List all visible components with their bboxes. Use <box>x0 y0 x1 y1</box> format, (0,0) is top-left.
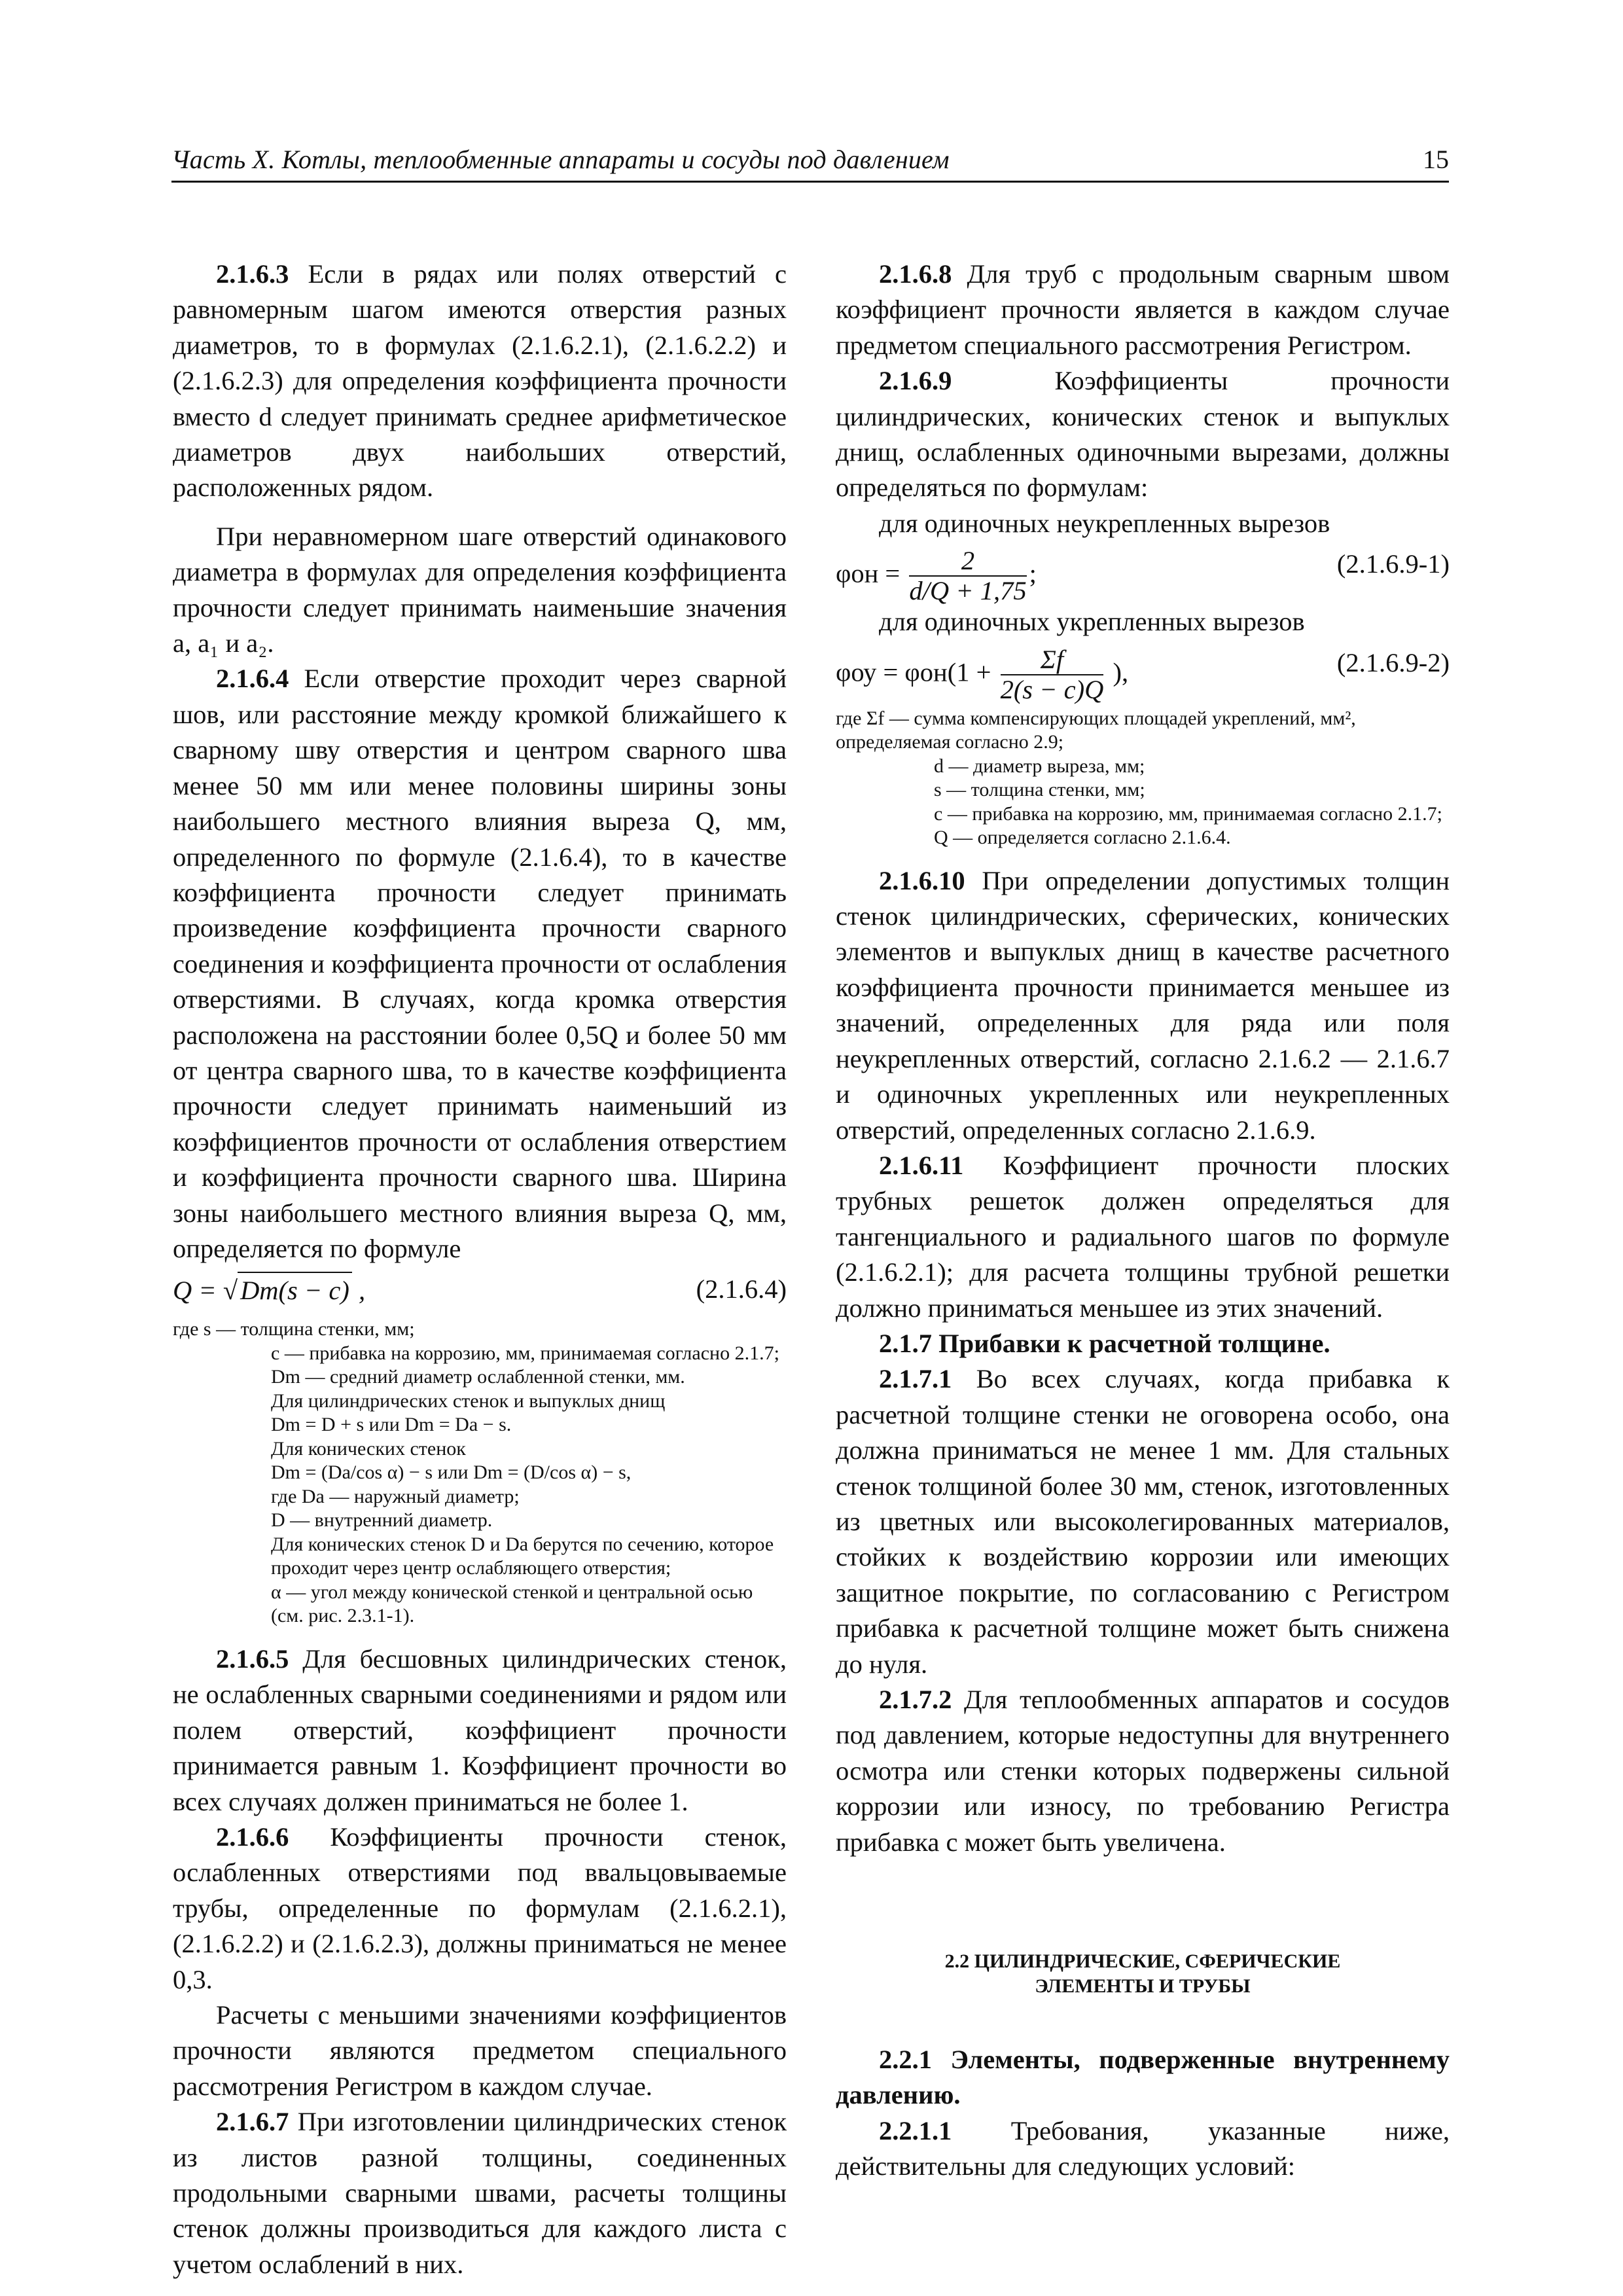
paragraph-2-1-6-10 <box>836 863 1450 1148</box>
section-title-line-1: 2.2 ЦИЛИНДРИЧЕСКИЕ, СФЕРИЧЕСКИЕ <box>944 1950 1341 1973</box>
legend-item: d — диаметр выреза, мм; <box>934 755 1145 777</box>
paragraph-2-1-6-8 <box>836 257 1450 363</box>
clause-number: 2.1.7.2 <box>879 1685 952 1714</box>
paragraph-2-1-6-4 <box>173 661 787 1266</box>
clause-number: 2.1.6.8 <box>879 259 952 289</box>
paragraph-text: Если отверстие проходит через сварной шов, или расстояние между кромкой ближайшего к сварному шву отверстия и центром сварного шва менее 50 мм или менее половины ширины зоны наибольшего местного влияния выреза Q, мм, определенного по формуле (2.1.6.4), то в качестве коэффициента прочности следует принимать произведение коэффициента прочности сварного соединения и коэффициента прочности от ослабления отверстиями. В случаях, когда кромка отверстия расположена на расстоянии более 0,5Q и более 50 мм от центра сварного шва, то в качестве коэффициента прочности следует принимать наименьший из коэффициентов прочности от ослабления отверстием и коэффициента прочности сварного шва. Ширина зоны наибольшего местного влияния выреза Q, мм, определяется по формуле <box>173 664 787 1263</box>
header-rule <box>171 181 1449 183</box>
paragraph-text: Коэффициент прочности плоских трубных решеток должен определяться для тангенциального и радиального шагов по формуле (2.1.6.2.1); для расчета толщины трубной решетки должно приниматься меньшее из этих значений. <box>836 1150 1450 1323</box>
formula-expression: Q = √Dm(s − c) , <box>173 1272 365 1308</box>
paragraph-2-1-6-7 <box>173 2104 787 2282</box>
paragraph-text: Для теплообменных аппаратов и сосудов под давлением, которые недоступны для внутреннего осмотра или стенки которых подвержены сильной коррозии или износу, по требованию Регистра прибавка c может быть увеличена. <box>836 1685 1450 1857</box>
clause-number: 2.1.6.9 <box>879 366 952 396</box>
clause-number: 2.1.6.6 <box>216 1821 289 1852</box>
legend-item: Для цилиндрических стенок и выпуклых днищ <box>271 1390 666 1412</box>
clause-number: 2.1.6.10 <box>879 865 965 895</box>
legend-item: α — угол между конической стенкой и центральной осью (см. рис. 2.3.1-1). <box>271 1581 753 1627</box>
paragraph-2-1-7-2 <box>836 1682 1450 1860</box>
subsection-heading-2-2-1: 2.2.1 Элементы, подверженные внутреннему давлению. <box>836 2045 1450 2110</box>
paragraph-text: Если в рядах или полях отверстий с равномерным шагом имеются отверстия разных диаметров, то в формулах (2.1.6.2.1), (2.1.6.2.2) и (2.1.6.2.3) для определения коэффициента прочности вместо d следует принимать среднее арифметическое диаметров двух наибольших отверстий, расположенных рядом. <box>173 259 787 503</box>
paragraph-text: Коэффициенты прочности цилиндрических, конических стенок и выпуклых днищ, ослабленных одиночными вырезами, должны определяться по формулам: <box>836 366 1450 503</box>
clause-number: 2.1.6.4 <box>216 664 289 694</box>
legend-item: где s — толщина стенки, мм; <box>173 1318 415 1340</box>
formula-expression: φоу = φон(1 + $\frac{\Sigma f}{2(s - c)Q}$ ), <box>836 644 1129 704</box>
left-column <box>173 257 787 2282</box>
right-column <box>836 257 1450 2185</box>
paragraph-unreinforced-label: для одиночных неукрепленных вырезов <box>879 508 1330 538</box>
page-number: 15 <box>1423 145 1449 174</box>
sqrt-argument: Dm(s − c) <box>238 1272 352 1308</box>
formula-expression: φон = $\frac{2}{d/Q + 1,75}$ ; <box>836 546 1037 606</box>
paragraph-text: Для труб с продольным сварным швом коэффициент прочности является в каждом случае предметом специального рассмотрения Регистром. <box>836 259 1450 360</box>
running-header <box>171 144 1449 178</box>
paragraph-2-1-6-5 <box>173 1641 787 1820</box>
clause-number: 2.2.1.1 <box>879 2115 952 2145</box>
paragraph-2-1-7-1 <box>836 1361 1450 1682</box>
formula-2-1-6-9-2 <box>836 640 1450 703</box>
paragraph-text: Во всех случаях, когда прибавка к расчетной толщине стенки не оговорена особо, она должна приниматься не менее 1 мм. Для стальных стенок толщиной более 30 мм, стенок, изготовленных из цветных или высоколегированных материалов, стойких к воздействию коррозии или имеющих защитное покрытие, по согласованию с Регистром прибавка к расчетной толщине может быть снижена до нуля. <box>836 1364 1450 1679</box>
clause-number: 2.1.6.7 <box>216 2107 289 2137</box>
paragraph-uneven-pitch: При неравномерном шаге отверстий одинакового диаметра в формулах для определения коэффициента прочности следует принимать наименьшие значения a, a₁ и a₂. <box>173 521 787 658</box>
paragraph-2-1-6-9 <box>836 363 1450 506</box>
legend-item: c — прибавка на коррозию, мм, принимаемая согласно 2.1.7; <box>934 802 1442 825</box>
clause-number: 2.1.6.3 <box>216 259 289 289</box>
paragraph-2-2-1-1 <box>836 2113 1450 2185</box>
paragraph-smaller-values: Расчеты с меньшими значениями коэффициентов прочности являются предметом специального рассмотрения Регистром в каждом случае. <box>173 2000 787 2101</box>
formula-number: (2.1.6.9-2) <box>1336 647 1450 677</box>
paragraph-2-1-6-6 <box>173 1820 787 1998</box>
section-title-line-2: ЭЛЕМЕНТЫ И ТРУБЫ <box>1035 1975 1251 1998</box>
paragraph-text: Требования, указанные ниже, действительны для следующих условий: <box>836 2115 1450 2181</box>
formula-number: (2.1.6.4) <box>696 1274 787 1304</box>
legend-item: где Σf — сумма компенсирующих площадей укреплений, мм², определяемая согласно 2.9; <box>836 707 1356 753</box>
section-title <box>836 1949 1450 1999</box>
legend-item: Для конических стенок D и Da берутся по сечению, которое проходит через центр ослабляющего отверстия; <box>271 1533 774 1579</box>
legend-item: Для конических стенок <box>271 1437 466 1460</box>
legend-item: Dm = D + s или Dm = Da − s. <box>271 1414 512 1436</box>
header-title: Часть X. Котлы, теплообменные аппараты и сосуды под давлением <box>171 145 950 174</box>
legend-item: где Da — наружный диаметр; <box>271 1485 520 1507</box>
legend-item: Q — определяется согласно 2.1.6.4. <box>934 827 1231 849</box>
paragraph-reinforced-label: для одиночных укрепленных вырезов <box>879 607 1305 637</box>
subsection-heading-2-1-7: 2.1.7 Прибавки к расчетной толщине. <box>879 1328 1330 1358</box>
formula-legend <box>836 707 1450 850</box>
legend-item: s — толщина стенки, мм; <box>934 779 1145 801</box>
paragraph-2-1-6-3 <box>173 257 787 506</box>
formula-number: (2.1.6.9-1) <box>1336 549 1450 579</box>
fraction: $\frac{\Sigma f}{2(s - c)Q}$ <box>1000 644 1104 704</box>
formula-legend <box>173 1318 787 1628</box>
legend-item: Dm — средний диаметр ослабленной стенки, мм. <box>271 1366 685 1388</box>
paragraph-2-1-6-11 <box>836 1148 1450 1326</box>
clause-number: 2.1.7.1 <box>879 1364 952 1394</box>
paragraph-text: Для бесшовных цилиндрических стенок, не ослабленных сварными соединениями и рядом или полем отверстий, коэффициент прочности принимается равным 1. Коэффициент прочности во всех случаях должен приниматься не более 1. <box>173 1643 787 1816</box>
paragraph-text: При определении допустимых толщин стенок цилиндрических, сферических, конических элементов и выпуклых днищ в качестве расчетного коэффициента прочности принимается меньшее из значений, определенных для ряда или поля неукрепленных отверстий, согласно 2.1.6.2 — 2.1.6.7 и одиночных укрепленных или неукрепленных отверстий, определенных согласно 2.1.6.9. <box>836 865 1450 1145</box>
clause-number: 2.1.6.11 <box>879 1150 964 1180</box>
legend-item: D — внутренний диаметр. <box>271 1509 493 1532</box>
paragraph-text: Коэффициенты прочности стенок, ослабленных отверстиями под ввальцовываемые трубы, определенные по формулам (2.1.6.2.1), (2.1.6.2.2) и (2.1.6.2.3), должны приниматься не менее 0,3. <box>173 1821 787 1994</box>
paragraph-text: При изготовлении цилиндрических стенок из листов разной толщины, соединенных продольными сварными швами, расчеты толщины стенок должны производиться для каждого листа с учетом ослаблений в них. <box>173 2107 787 2279</box>
legend-item: c — прибавка на коррозию, мм, принимаемая согласно 2.1.7; <box>271 1342 779 1364</box>
fraction: $\frac{2}{d/Q + 1,75}$ <box>909 546 1027 606</box>
formula-2-1-6-4 <box>173 1266 787 1314</box>
legend-item: Dm = (Da/cos α) − s или Dm = (D/cos α) − s, <box>271 1462 632 1484</box>
formula-2-1-6-9-1 <box>836 541 1450 604</box>
clause-number: 2.1.6.5 <box>216 1643 289 1674</box>
